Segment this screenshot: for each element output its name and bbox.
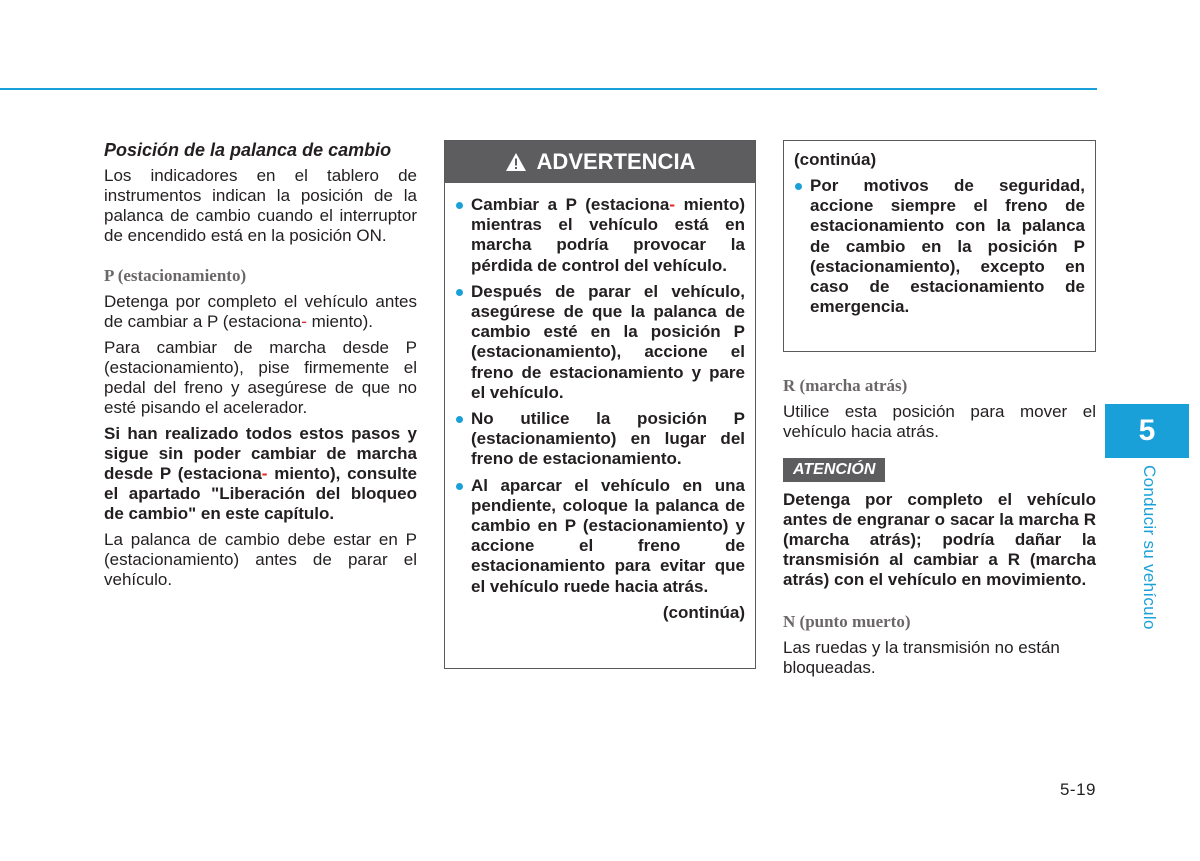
p-paragraph-1: Detenga por completo el vehículo antes de cambiar a P (estaciona- miento). [104, 292, 417, 331]
warning-box [444, 140, 756, 669]
section-title: Posición de la palanca de cambio [104, 140, 392, 160]
warning-item: No utilice la posición P (estacionamiento) en lugar del freno de estacionamiento. [455, 409, 745, 470]
left-column [104, 140, 417, 590]
warning-item: Después de parar el vehículo, asegúrese de que la palanca de cambio esté en la posición P (estacionamiento), accione el freno de estacionamiento y pare el vehículo. [455, 282, 745, 403]
r-paragraph: Utilice esta posición para mover el vehículo hacia atrás. [783, 402, 1096, 441]
p-paragraph-2: Para cambiar de marcha desde P (estacionamiento), pise firmemente el pedal del freno y asegúrese de que no esté pisando el acelerador. [104, 338, 417, 417]
hyphen-mark: - [301, 312, 307, 331]
warning-item: Al aparcar el vehículo en una pendiente, coloque la palanca de cambio en P (estacionamiento) y accione el freno de estacionamiento para evitar que el vehículo ruede hacia atrás. [455, 476, 745, 597]
n-heading: N (punto muerto) [783, 612, 911, 631]
intro-paragraph: Los indicadores en el tablero de instrumentos indican la posición de la palanca de cambio cuando el interruptor de encendido está en la posición ON. [104, 166, 417, 245]
warning-item: Por motivos de seguridad, accione siempre el freno de estacionamiento con la palanca de cambio en la posición P (estacionamiento), excepto en caso de estacionamiento de emergencia. [794, 176, 1085, 317]
continua-label: (continúa) [794, 150, 877, 169]
page-number: 5-19 [1059, 780, 1096, 799]
p-heading: P (estacionamiento) [104, 266, 247, 285]
n-paragraph: Las ruedas y la transmisión no están bloqueadas. [783, 638, 1060, 677]
warning-column [444, 140, 756, 669]
continued-warning-box [783, 140, 1096, 352]
warning-item: Cambiar a P (estaciona- miento) mientras el vehículo está en marcha podría provocar la pérdida de control del vehículo. [455, 195, 745, 276]
continua-label: (continúa) [662, 602, 745, 622]
atencion-paragraph: Detenga por completo el vehículo antes de engranar o sacar la marcha R (marcha atrás); podría dañar la transmisión al cambiar a R (marcha atrás) con el vehículo en movimiento. [783, 490, 1096, 589]
chapter-title: Conducir su vehículo [1140, 465, 1159, 630]
warning-list [794, 176, 1085, 317]
warning-header [445, 141, 755, 183]
p-paragraph-4: La palanca de cambio debe estar en P (estacionamiento) antes de parar el vehículo. [104, 530, 417, 589]
right-column [783, 140, 1096, 678]
r-heading: R (marcha atrás) [783, 376, 908, 395]
hyphen-mark: - [261, 464, 268, 483]
warning-list [455, 195, 745, 597]
warning-title: ADVERTENCIA [536, 149, 696, 174]
warning-triangle-icon [505, 152, 527, 172]
p-paragraph-3: Si han realizado todos estos pasos y sigue sin poder cambiar de marcha desde P (estaciona- miento), consulte el apartado "Liberación del bloqueo de cambio" en este capítulo. [104, 424, 417, 523]
warning-body [445, 183, 755, 623]
header-rule [0, 88, 1097, 90]
chapter-number-tab: 5 [1105, 404, 1189, 458]
atencion-badge: ATENCIÓN [783, 458, 885, 482]
hyphen-mark: - [669, 195, 676, 214]
